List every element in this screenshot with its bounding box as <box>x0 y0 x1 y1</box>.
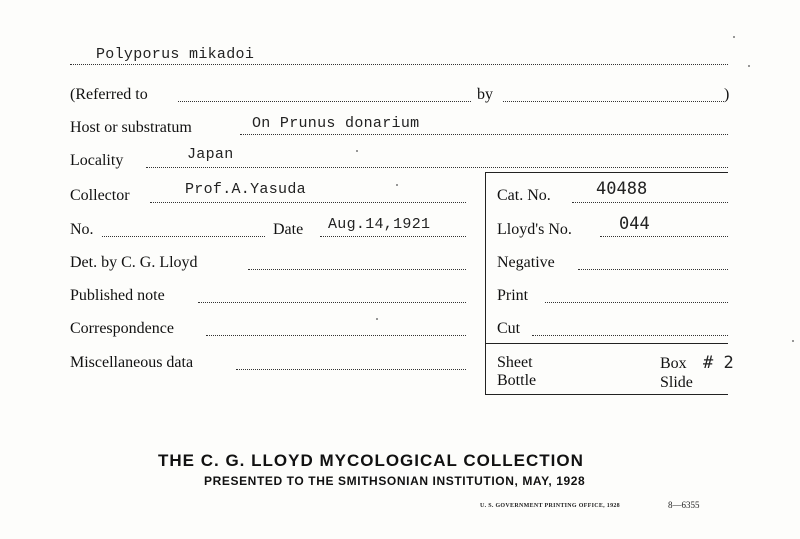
no-label: No. <box>70 221 94 238</box>
species-name-line <box>70 64 728 65</box>
lloyds-no-line <box>600 236 728 237</box>
sheet-label: Sheet <box>497 354 533 371</box>
collection-title: THE C. G. LLOYD MYCOLOGICAL COLLECTION <box>158 451 584 470</box>
bottle-label: Bottle <box>497 372 537 389</box>
host-value: On Prunus donarium <box>252 115 420 132</box>
by-close-paren: ) <box>724 86 730 103</box>
locality-value: Japan <box>187 146 234 163</box>
scan-speck <box>396 184 398 186</box>
negative-line <box>578 269 728 270</box>
lloyds-no-label: Lloyd's No. <box>497 221 572 238</box>
box-number-value: # 2 <box>703 353 734 373</box>
collector-label: Collector <box>70 187 130 204</box>
lloyds-no-value: 044 <box>619 214 650 234</box>
published-note-label: Published note <box>70 287 165 304</box>
scan-speck <box>356 150 358 152</box>
box-left-border <box>485 172 486 394</box>
cat-no-label: Cat. No. <box>497 187 551 204</box>
correspondence-label: Correspondence <box>70 320 174 337</box>
host-label: Host or substratum <box>70 119 192 136</box>
date-label: Date <box>273 221 304 238</box>
referred-to-label: (Referred to <box>70 86 148 103</box>
date-line <box>320 236 466 237</box>
box-divider <box>485 343 728 344</box>
cut-line <box>532 335 728 336</box>
cat-no-value: 40488 <box>596 179 648 199</box>
scan-speck <box>733 36 735 38</box>
misc-data-label: Miscellaneous data <box>70 354 194 371</box>
print-label: Print <box>497 287 529 304</box>
by-label: by <box>477 86 493 103</box>
species-name: Polyporus mikadoi <box>96 46 255 63</box>
correspondence-line <box>206 335 466 336</box>
date-value: Aug.14,1921 <box>328 216 431 233</box>
box-bottom-border <box>485 394 728 395</box>
collector-line <box>150 202 466 203</box>
published-note-line <box>198 302 466 303</box>
scan-speck <box>376 318 378 320</box>
scan-speck <box>792 340 794 342</box>
scan-speck <box>748 65 750 67</box>
collection-subtitle: PRESENTED TO THE SMITHSONIAN INSTITUTION, MAY, 1928 <box>204 474 586 488</box>
slide-label: Slide <box>660 374 693 391</box>
referred-to-line <box>178 101 471 102</box>
locality-line <box>146 167 728 168</box>
printing-office-note: U. S. GOVERNMENT PRINTING OFFICE, 1928 <box>480 503 620 509</box>
cat-no-line <box>572 202 728 203</box>
form-code: 8—6355 <box>668 500 700 510</box>
host-line <box>240 134 728 135</box>
det-by-line <box>248 269 466 270</box>
by-line <box>503 101 724 102</box>
print-line <box>545 302 728 303</box>
collector-value: Prof.A.Yasuda <box>185 181 306 198</box>
negative-label: Negative <box>497 254 555 271</box>
misc-data-line <box>236 369 466 370</box>
box-number-label: Box <box>660 355 687 372</box>
det-by-label: Det. by C. G. Lloyd <box>70 254 198 271</box>
no-line <box>102 236 265 237</box>
box-top-border <box>485 172 728 173</box>
locality-label: Locality <box>70 152 124 169</box>
cut-label: Cut <box>497 320 521 337</box>
